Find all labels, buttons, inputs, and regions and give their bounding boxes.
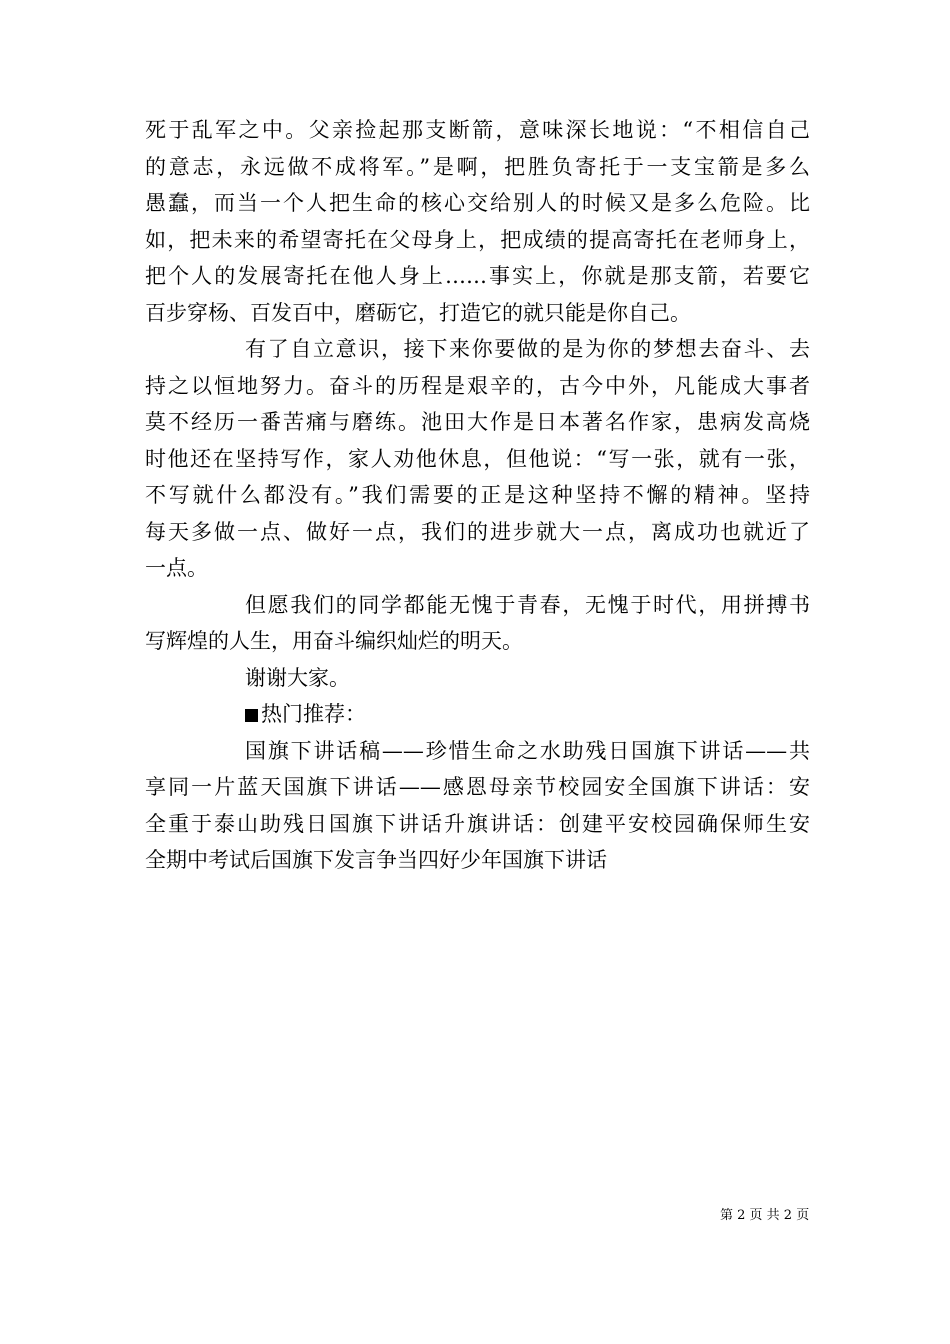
- paragraph-1-line-3: 愚蠢，而当一个人把生命的核心交给别人的时候又是多么危险。比: [145, 191, 810, 215]
- paragraph-1-line-5: 把个人的发展寄托在他人身上……事实上，你就是那支箭，若要它: [145, 264, 810, 288]
- hot-recommend-heading: [145, 696, 810, 733]
- paragraph-2-line-6: 每天多做一点、做好一点，我们的进步就大一点，离成功也就近了: [145, 519, 810, 544]
- paragraph-2-line-5: 不写就什么都没有。”我们需要的正是这种坚持不懈的精神。坚持: [145, 483, 810, 507]
- paragraph-3-line-2: 写辉煌的人生，用奋斗编织灿烂的明天。: [145, 629, 523, 653]
- paragraph-1-line-4: 如，把未来的希望寄托在父母身上，把成绩的提高寄托在老师身上，: [145, 227, 810, 252]
- recommend-line-4[interactable]: 全期中考试后国旗下发言争当四好少年国旗下讲话: [145, 848, 607, 872]
- paragraph-1-line-1: 死于乱军之中。父亲捡起那支断箭，意味深长地说：“不相信自己: [145, 118, 810, 142]
- paragraph-1-line-2: 的意志，永远做不成将军。”是啊，把胜负寄托于一支宝箭是多么: [145, 154, 810, 179]
- hot-recommend-label: 热门推荐：: [261, 702, 366, 726]
- paragraph-2-line-7: 一点。: [145, 556, 208, 580]
- recommend-line-3[interactable]: 全重于泰山助残日国旗下讲话升旗讲话：创建平安校园确保师生安: [145, 811, 810, 836]
- paragraph-2-line-4: 时他还在坚持写作，家人劝他休息，但他说：“写一张，就有一张，: [145, 446, 810, 471]
- page-number-footer: 第 2 页 共 2 页: [720, 1208, 810, 1223]
- paragraph-2-line-3: 莫不经历一番苦痛与磨练。池田大作是日本著名作家，患病发高烧: [145, 410, 810, 434]
- closing-thanks: 谢谢大家。: [245, 665, 350, 690]
- recommend-line-2[interactable]: 享同一片蓝天国旗下讲话——感恩母亲节校园安全国旗下讲话：安: [145, 775, 810, 799]
- paragraph-2-line-1: 有了自立意识，接下来你要做的是为你的梦想去奋斗、去: [245, 337, 810, 361]
- square-bullet-icon: [245, 709, 258, 722]
- paragraph-1-line-6: 百步穿杨、百发百中，磨砺它，打造它的就只能是你自己。: [145, 300, 691, 325]
- recommend-line-1[interactable]: 国旗下讲话稿——珍惜生命之水助残日国旗下讲话——共: [245, 738, 810, 763]
- document-body: [145, 112, 810, 879]
- paragraph-3-line-1: 但愿我们的同学都能无愧于青春，无愧于时代，用拼搏书: [245, 592, 810, 617]
- paragraph-2-line-2: 持之以恒地努力。奋斗的历程是艰辛的，古今中外，凡能成大事者: [145, 373, 810, 398]
